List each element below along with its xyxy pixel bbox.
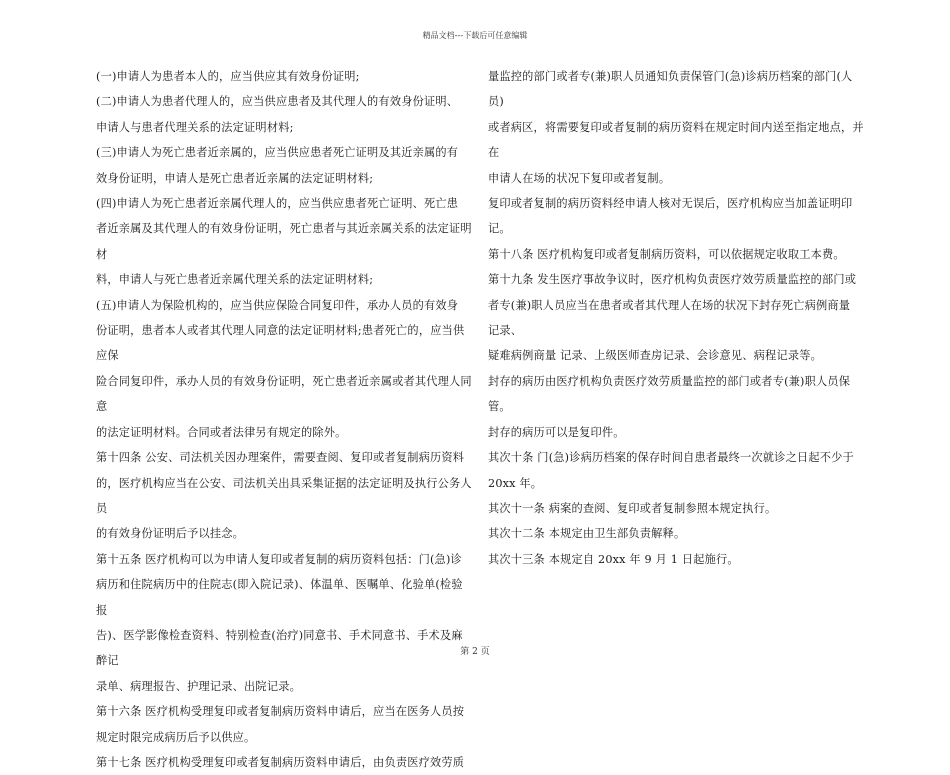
text-line: 或者病区，将需要复印或者复制的病历资料在规定时间内送至指定地点，并在 — [488, 120, 864, 160]
text-line: 管。 — [488, 400, 511, 414]
text-line: 申请人与患者代理关系的法定证明材料; — [96, 120, 294, 134]
text-line: (二)申请人为患者代理人的，应当供应患者及其代理人的有效身份证明、 — [96, 95, 459, 109]
text-line: 量监控的部门或者专(兼)职人员通知负责保管门(急)诊病历档案的部门(人员) — [488, 70, 853, 109]
text-line: 申请人在场的状况下复印或者复制。 — [488, 171, 671, 185]
text-line: 其次十二条 本规定由卫生部负责解释。 — [488, 527, 686, 541]
text-line: 第十八条 医疗机构复印或者复制病历资料，可以依据规定收取工本费。 — [488, 247, 845, 261]
text-line: 第十九条 发生医疗事故争议时，医疗机构负责医疗效劳质量监控的部门或 — [488, 273, 857, 287]
left-column — [96, 64, 474, 775]
text-line: 其次十三条 本规定自 20xx 年 9 月 1 日起施行。 — [488, 552, 739, 566]
text-line: 份证明，患者本人或者其代理人同意的法定证明材料;患者死亡的，应当供应保 — [96, 324, 465, 363]
text-line: 复印或者复制的病历资料经申请人核对无误后，医疗机构应当加盖证明印 — [488, 197, 853, 211]
text-line: 其次十条 门(急)诊病历档案的保存时间自患者最终一次就诊之日起不少于 — [488, 451, 854, 465]
text-line: 记。 — [488, 222, 511, 236]
page-number: 第 2 页 — [460, 647, 490, 657]
text-line: 者专(兼)职人员应当在患者或者其代理人在场的状况下封存死亡病例商量 记录、 — [488, 298, 854, 338]
right-column — [488, 64, 864, 572]
text-line: (三)申请人为死亡患者近亲属的，应当供应患者死亡证明及其近亲属的有 — [96, 146, 459, 160]
page-header: 精品文档---下载后可任意编辑 — [422, 31, 528, 40]
text-line: 的，医疗机构应当在公安、司法机关出具采集证据的法定证明及执行公务人员 — [96, 476, 472, 515]
text-line: 第十七条 医疗机构受理复印或者复制病历资料申请后，由负责医疗效劳质 — [96, 755, 465, 769]
text-line: 规定时限完成病历后予以供应。 — [96, 730, 256, 744]
text-line: 疑难病例商量 记录、上级医师查房记录、会诊意见、病程记录等。 — [488, 349, 822, 363]
text-line: 封存的病历由医疗机构负责医疗效劳质量监控的部门或者专(兼)职人员保 — [488, 374, 851, 388]
text-line: 的有效身份证明后予以挂念。 — [96, 527, 245, 541]
text-line: 险合同复印件，承办人员的有效身份证明，死亡患者近亲属或者其代理人同意 — [96, 374, 472, 414]
text-line: (一)申请人为患者本人的，应当供应其有效身份证明; — [96, 70, 360, 83]
text-line: 第十四条 公安、司法机关因办理案件，需要查阅、复印或者复制病历资料 — [96, 451, 465, 465]
text-line: 告)、医学影像检查资料、特别检查(治疗)同意书、手术同意书、手术及麻醉记 — [96, 628, 463, 668]
text-line: (四)申请人为死亡患者近亲属代理人的，应当供应患者死亡证明、死亡患 — [96, 197, 459, 211]
text-line: 封存的病历可以是复印件。 — [488, 425, 625, 439]
text-line: 料，申请人与死亡患者近亲属代理关系的法定证明材料; — [96, 273, 374, 287]
text-line: 病历和住院病历中的住院志(即入院记录)、体温单、医嘱单、化验单(检验报 — [96, 578, 463, 617]
text-line: 第十六条 医疗机构受理复印或者复制病历资料申请后，应当在医务人员按 — [96, 705, 465, 719]
text-line: 效身份证明，申请人是死亡患者近亲属的法定证明材料; — [96, 171, 374, 185]
text-line: 20xx 年。 — [488, 476, 543, 490]
text-line: 其次十一条 病案的查阅、复印或者复制参照本规定执行。 — [488, 501, 777, 515]
text-line: 第十五条 医疗机构可以为申请人复印或者复制的病历资料包括：门(急)诊 — [96, 552, 462, 566]
text-line: 者近亲属及其代理人的有效身份证明，死亡患者与其近亲属关系的法定证明材 — [96, 222, 472, 261]
text-line: (五)申请人为保险机构的，应当供应保险合同复印件，承办人员的有效身 — [96, 298, 459, 312]
text-line: 录单、病理报告、护理记录、出院记录。 — [96, 679, 301, 693]
text-line: 的法定证明材料。合同或者法律另有规定的除外。 — [96, 425, 347, 439]
